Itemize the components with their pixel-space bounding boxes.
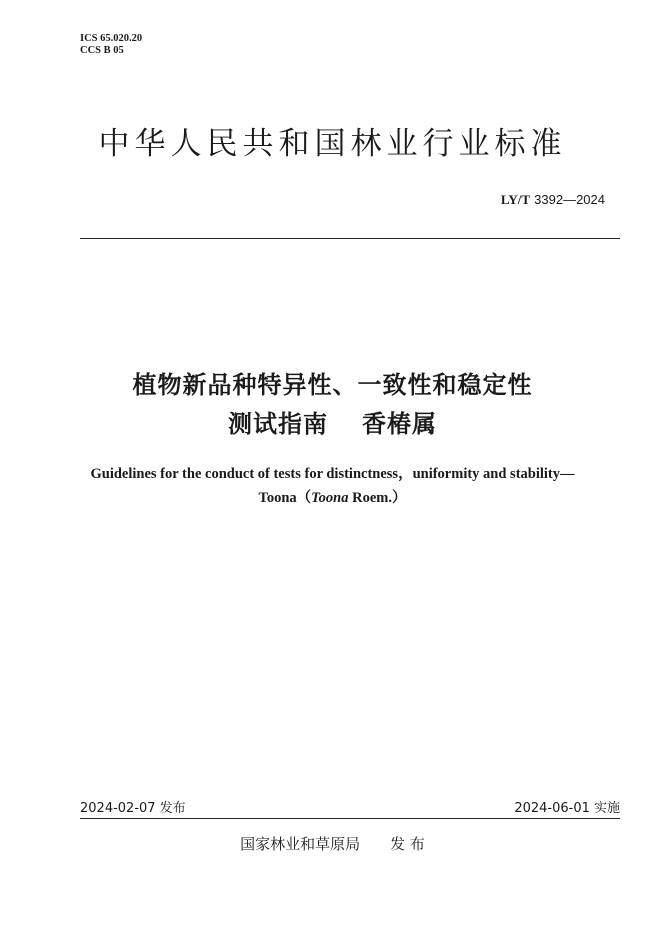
publisher-action: 发 布: [390, 835, 425, 853]
ccs-code: CCS B 05: [80, 45, 124, 56]
implementation-date: 2024-06-01 实施: [514, 801, 620, 816]
standard-number: [501, 192, 605, 208]
publisher: [0, 833, 665, 854]
bottom-divider: [80, 818, 620, 819]
title-en-line1: Guidelines for the conduct of tests for distinctness，uniformity and stability—: [90, 466, 575, 482]
title-en-genus-pre: Toona（: [258, 490, 312, 506]
top-divider: [80, 238, 620, 239]
standard-category-title: 中华人民共和国林业行业标准: [98, 126, 567, 162]
ics-code: ICS 65.020.20: [80, 33, 143, 44]
title-cn-genus: 香椿属: [362, 410, 437, 438]
classification-codes: [80, 33, 142, 57]
title-cn-line2: [0, 404, 665, 439]
standard-number-prefix: LY/T: [500, 192, 531, 207]
title-cn-main: 测试指南: [228, 410, 328, 438]
title-en-line2: [0, 486, 665, 507]
title-cn-line1: 植物新品种特异性、一致性和稳定性: [132, 371, 533, 399]
title-en-genus-post: Roem.）: [348, 490, 407, 506]
publisher-name: 国家林业和草原局: [240, 835, 361, 853]
title-en-genus-italic: Toona: [311, 490, 349, 506]
standard-number-value: 3392—2024: [534, 192, 605, 207]
issue-date: 2024-02-07 发布: [80, 801, 186, 816]
